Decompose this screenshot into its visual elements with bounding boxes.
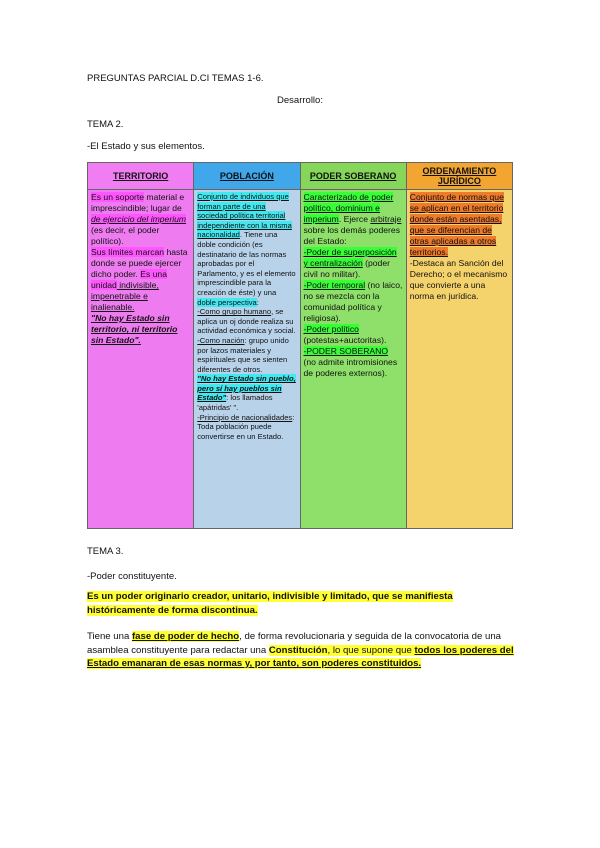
text-run: (potestas+auctoritas). [303,335,387,345]
text-run: -Poder temporal [303,280,366,290]
table-row [88,190,513,529]
text-run: de ejercicio del imperium [91,214,187,224]
text-run: -Como grupo humano [197,307,272,317]
text-run: Es una unidad [91,269,167,290]
text-run: : grupo unido por lazos materiales y espirituales que se sienten diferentes de otros. [197,335,289,374]
text-run: indivisible, impenetrable e inalienable. [91,280,159,312]
text-run: , se aplica un oj donde realiza su actividad económica y social. [197,307,296,336]
header-ordenamiento: ORDENAMIENTO JURÍDICO [406,163,512,190]
text-run: (no admite intromisiones de poderes externos). [303,357,398,378]
cell-poblacion [194,190,300,529]
text-run: . Ejerce [338,214,371,224]
text-run: Tiene una [87,631,132,642]
text-run: Constitución [268,644,328,656]
text-run: hasta donde se puede ejercer dicho poder. [91,247,188,279]
text-run: Es un soporte [91,192,145,202]
text-run: material e imprescindible; lugar de [91,192,185,213]
header-poder-soberano: PODER SOBERANO [300,163,406,190]
text-run: Es un poder originario creador, unitario, indivisible y limitado, que se manifiesta históricamente de forma discontinua. [87,591,453,616]
text-run: doble perspectiva [197,297,257,307]
cell-poder-soberano [300,190,406,529]
text-run: -Destaca an Sanción del Derecho; o el mecanismo que convierte a una norma en jurídica. [409,258,508,301]
definition-paragraph [87,590,517,617]
text-run: -Principio de nacionalidades [197,412,293,422]
text-run: Conjunto de individuos que forman parte de una sociedad política territorial independiente con la misma nacionalidad [197,192,292,240]
text-run: arbitraje [370,214,402,224]
section-subtitle: Desarrollo: [277,95,323,106]
elements-table [87,162,513,529]
text-run: -Poder político [303,324,359,334]
text-run: : los llamados 'apátridas' ". [197,393,273,413]
text-run: Caracterizado de poder político, dominium e imperium [303,192,394,224]
text-run: -Poder de superposición y centralización [303,247,397,268]
text-run: Conjunto de normas que se aplican en el territorio donde están asentadas, que se diferencian de otras aplicadas a otros territorios. [409,192,504,257]
text-run: "No hay Estado sin pueblo, pero sí hay pueblos sin Estado" [197,374,296,403]
text-run: -Como nación [197,335,245,345]
text-run: fase de poder de hecho [131,631,240,642]
explanation-paragraph [87,630,517,671]
text-run: : [256,297,259,307]
header-poblacion: POBLACIÓN [194,163,300,190]
poder-constituyente-heading: -Poder constituyente. [87,571,177,582]
text-run: (poder civil no militar). [303,258,390,279]
text-run: "No hay Estado sin territorio, ni territorio sin Estado". [91,313,178,345]
text-run: . Tiene una doble condición (es destinatario de las normas aprobadas por el Parlamento, y es el elemento imprescindible para la creación de éste) y una [197,230,296,297]
document-title: PREGUNTAS PARCIAL D.CI TEMAS 1-6. [87,73,264,84]
estado-heading: -El Estado y sus elementos. [87,141,205,152]
text-run: (no laico, no se mezcla con la comunidad política y religiosa). [303,280,403,323]
text-run: , de forma revolucionaria y seguida de la convocatoria de una asamblea constituyente para redactar una [87,631,502,656]
text-run: Sus límites marcan [91,247,165,257]
cell-territorio [88,190,194,529]
tema-2-heading: TEMA 2. [87,119,124,130]
text-run: (es decir, el poder político). [91,225,160,246]
text-run: sobre los demás poderes del Estado: [303,225,400,246]
cell-ordenamiento [406,190,512,529]
text-run: todos los poderes del Estado emanaran de esas normas y, por tanto, son poderes constituidos. [87,644,514,669]
text-run: : Toda población puede convertirse en un Estado. [197,412,295,441]
table-header-row [88,163,513,190]
header-territorio: TERRITORIO [88,163,194,190]
text-run: -PODER SOBERANO [303,346,389,356]
text-run: , lo que supone que [327,644,415,656]
tema-3-heading: TEMA 3. [87,546,124,557]
